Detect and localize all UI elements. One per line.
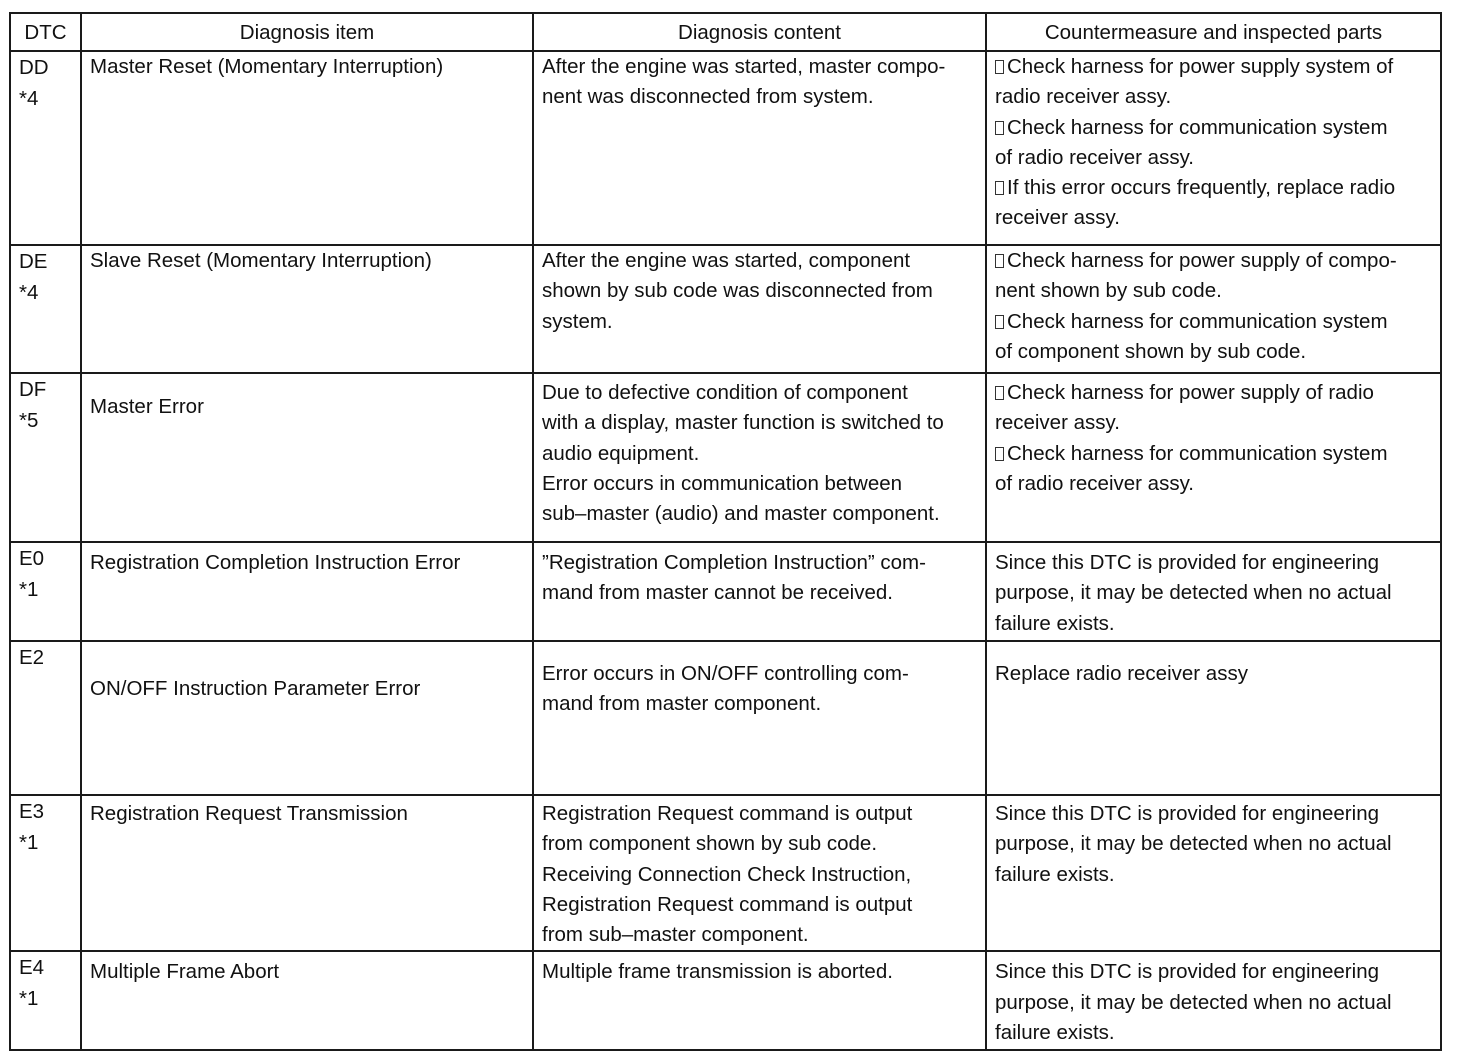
countermeasure-item: Check harness for power supply system of xyxy=(995,52,1432,82)
table-row xyxy=(10,245,1441,373)
diagnosis-content: Due to defective condition of component with a display, master function is switched to audio equipment. Error occurs in communication between sub–master (audio) and master component. xyxy=(533,373,986,542)
diagnosis-item: Multiple Frame Abort xyxy=(81,951,533,1050)
table-row xyxy=(10,51,1441,245)
dtc-note: *4 xyxy=(19,87,39,110)
diagnosis-content: After the engine was started, component shown by sub code was disconnected from system. xyxy=(533,245,986,373)
countermeasure-item: Check harness for communication system xyxy=(995,439,1432,469)
table-row xyxy=(10,373,1441,542)
diagnosis-content: ”Registration Completion Instruction” com- mand from master cannot be received. xyxy=(533,542,986,641)
checkbox-icon xyxy=(995,386,1004,400)
checkbox-icon xyxy=(995,60,1004,74)
countermeasure: Since this DTC is provided for engineering purpose, it may be detected when no actual failure exists. xyxy=(986,795,1441,951)
diagnosis-item: Registration Completion Instruction Error xyxy=(81,542,533,641)
header-diagnosis-content: Diagnosis content xyxy=(533,13,986,51)
dtc-code: DE xyxy=(19,250,48,273)
checkbox-icon xyxy=(995,315,1004,329)
header-dtc: DTC xyxy=(10,13,81,51)
countermeasure: Check harness for power supply of compo- nent shown by sub code. Check harness for communication system of component shown by sub code. xyxy=(986,245,1441,373)
table-row xyxy=(10,641,1441,795)
dtc-cell xyxy=(10,373,81,542)
dtc-code: E2 xyxy=(19,646,45,669)
diagnosis-item: Master Error xyxy=(81,373,533,542)
dtc-cell xyxy=(10,641,81,795)
countermeasure: Check harness for power supply system of radio receiver assy. Check harness for communication system of radio receiver assy. If this error occurs frequently, replace radio receiver assy. xyxy=(986,51,1441,245)
dtc-code: E3 xyxy=(19,800,45,823)
table-row xyxy=(10,542,1441,641)
dtc-cell xyxy=(10,542,81,641)
countermeasure-item: Check harness for communication system xyxy=(995,307,1432,337)
checkbox-icon xyxy=(995,447,1004,461)
dtc-cell xyxy=(10,51,81,245)
countermeasure-item: If this error occurs frequently, replace radio xyxy=(995,173,1432,203)
countermeasure-item: Check harness for communication system xyxy=(995,113,1432,143)
table-row xyxy=(10,795,1441,951)
countermeasure: Since this DTC is provided for engineering purpose, it may be detected when no actual failure exists. xyxy=(986,951,1441,1050)
diagnosis-item: Slave Reset (Momentary Interruption) xyxy=(81,245,533,373)
diagnosis-item: Registration Request Transmission xyxy=(81,795,533,951)
dtc-table xyxy=(9,12,1442,1051)
dtc-cell xyxy=(10,951,81,1050)
dtc-cell xyxy=(10,795,81,951)
diagnosis-content: Error occurs in ON/OFF controlling com- mand from master component. xyxy=(533,641,986,795)
dtc-cell xyxy=(10,245,81,373)
diagnosis-item: Master Reset (Momentary Interruption) xyxy=(81,51,533,245)
header-diagnosis-item: Diagnosis item xyxy=(81,13,533,51)
countermeasure: Since this DTC is provided for engineering purpose, it may be detected when no actual failure exists. xyxy=(986,542,1441,641)
header-countermeasure: Countermeasure and inspected parts xyxy=(986,13,1441,51)
dtc-note: *4 xyxy=(19,281,39,304)
countermeasure: Check harness for power supply of radio receiver assy. Check harness for communication system of radio receiver assy. xyxy=(986,373,1441,542)
dtc-code: DD xyxy=(19,56,49,79)
dtc-note: *1 xyxy=(19,578,39,601)
dtc-note: *5 xyxy=(19,409,39,432)
header-row xyxy=(10,13,1441,51)
dtc-note: *1 xyxy=(19,987,39,1011)
diagnosis-item: ON/OFF Instruction Parameter Error xyxy=(81,641,533,795)
dtc-code: E0 xyxy=(19,547,45,570)
diagnosis-content: Registration Request command is output from component shown by sub code. Receiving Connection Check Instruction, Registration Request command is output from sub–master component. xyxy=(533,795,986,951)
checkbox-icon xyxy=(995,121,1004,135)
dtc-code: E4 xyxy=(19,956,45,980)
countermeasure-item: Check harness for power supply of compo- xyxy=(995,246,1432,276)
checkbox-icon xyxy=(995,254,1004,268)
dtc-note: *1 xyxy=(19,831,39,854)
countermeasure-item: Check harness for power supply of radio xyxy=(995,378,1432,408)
diagnosis-content: After the engine was started, master compo- nent was disconnected from system. xyxy=(533,51,986,245)
checkbox-icon xyxy=(995,181,1004,195)
table-row xyxy=(10,951,1441,1050)
dtc-code: DF xyxy=(19,378,47,401)
diagnosis-content: Multiple frame transmission is aborted. xyxy=(533,951,986,1050)
countermeasure: Replace radio receiver assy xyxy=(986,641,1441,795)
